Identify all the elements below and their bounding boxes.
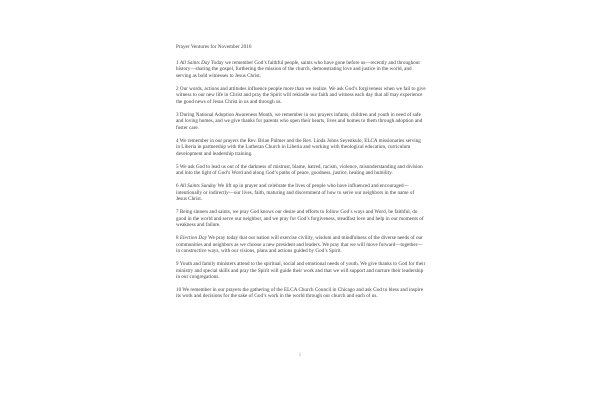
paragraph-lead-italic: All Saints Sunday	[179, 183, 217, 190]
prayer-paragraph	[176, 112, 426, 131]
prayer-paragraph	[176, 287, 426, 300]
prayer-paragraph	[176, 86, 426, 105]
prayer-paragraph-list	[176, 60, 426, 300]
paragraph-body: Our words, actions and attitudes influence people more than we realize. We ask God’s forgiveness when we fail to give witness to our new life in Christ and pray the Spirit will rekindle our faith and witness each day that all may experience the good news of Jesus Christ in us and through us.	[176, 85, 426, 105]
paragraph-body: We ask God to lead us out of the darkness of mistrust, blame, hatred, racism, violence, misunderstanding and division and into the light of God’s Word and along God’s paths of peace, goodness, justice, healing and humility.	[176, 163, 423, 177]
paragraph-number: 8	[176, 235, 179, 242]
paragraph-number: 3	[176, 111, 179, 118]
prayer-paragraph	[176, 261, 426, 280]
paragraph-number: 10	[176, 287, 182, 294]
paragraph-body: Youth and family ministers attend to the spiritual, social and emotional needs of youth. We give thanks to God for their ministry and special skills and pray the Spirit will guide their work and that we will support and nurture their leadership in our congregations.	[176, 261, 426, 280]
paragraph-body: We remember in our prayers the gathering of the ELCA Church Council in Chicago and ask God to bless and inspire its work and decisions for the sake of God’s work in the world through our church and each of us.	[176, 287, 423, 300]
paragraph-body: We pray today that our nation will exercise civility, wisdom and mindfulness of the diverse needs of our communities and neighbors as we choose a new president and leaders. We pray that we will move forward—together—in constructive ways, with our visions, plans and actions guided by God’s Spirit.	[176, 235, 423, 255]
prayer-paragraph	[176, 164, 426, 177]
paragraph-number: 4	[176, 137, 179, 144]
paragraph-number: 7	[176, 209, 179, 216]
paragraph-body: Being sinners and saints, we pray God knows our desire and efforts to follow God’s ways and Word, be faithful, do good in the world and serve our neighbor, and we pray for God’s forgiveness, steadfast love and help in our moments of weakness and failure.	[176, 209, 424, 229]
paragraph-body: Today we remember God’s faithful people, saints who have gone before us—recently and throughout history—sharing the gospel, furthering the mission of the church, demonstrating love and justice in the world, and serving as bold witnesses to Jesus Christ.	[176, 59, 420, 79]
page-number-footer: 1	[298, 352, 302, 358]
paragraph-body: We remember in our prayers the Rev. Brian Palmer and the Rev. Linda Johns Seyenkulo, ELCA missionaries serving in Liberia in partnership with the Lutheran Church in Liberia and working with theological education, curriculum development and leadership training.	[176, 137, 421, 157]
paragraph-number: 5	[176, 163, 179, 170]
prayer-paragraph	[176, 138, 426, 157]
paragraph-body: During National Adoption Awareness Month, we remember in our prayers infants, children and youth in need of safe and loving homes, and we give thanks for parents who open their hearts, lives and homes to them through adoption and foster care.	[176, 111, 423, 131]
paragraph-body: We lift up in prayer and celebrate the lives of people who have influenced and encouraged—intentionally or indirectly—our lives, faith, maturing and discernment of how to serve our neighbors in the name of Jesus Christ.	[176, 183, 415, 203]
document-text-column	[176, 44, 426, 300]
paragraph-number: 6	[176, 183, 179, 190]
paragraph-lead-italic: All Saints Day	[179, 59, 210, 66]
paragraph-number: 1	[176, 59, 179, 66]
prayer-paragraph	[176, 209, 426, 228]
paragraph-lead-italic: Election Day	[179, 235, 207, 242]
paragraph-number: 9	[176, 261, 179, 268]
prayer-paragraph	[176, 183, 426, 202]
prayer-paragraph	[176, 60, 426, 79]
prayer-paragraph	[176, 235, 426, 254]
paragraph-number: 2	[176, 85, 179, 92]
page-title: Prayer Ventures for November 2016	[176, 44, 252, 50]
